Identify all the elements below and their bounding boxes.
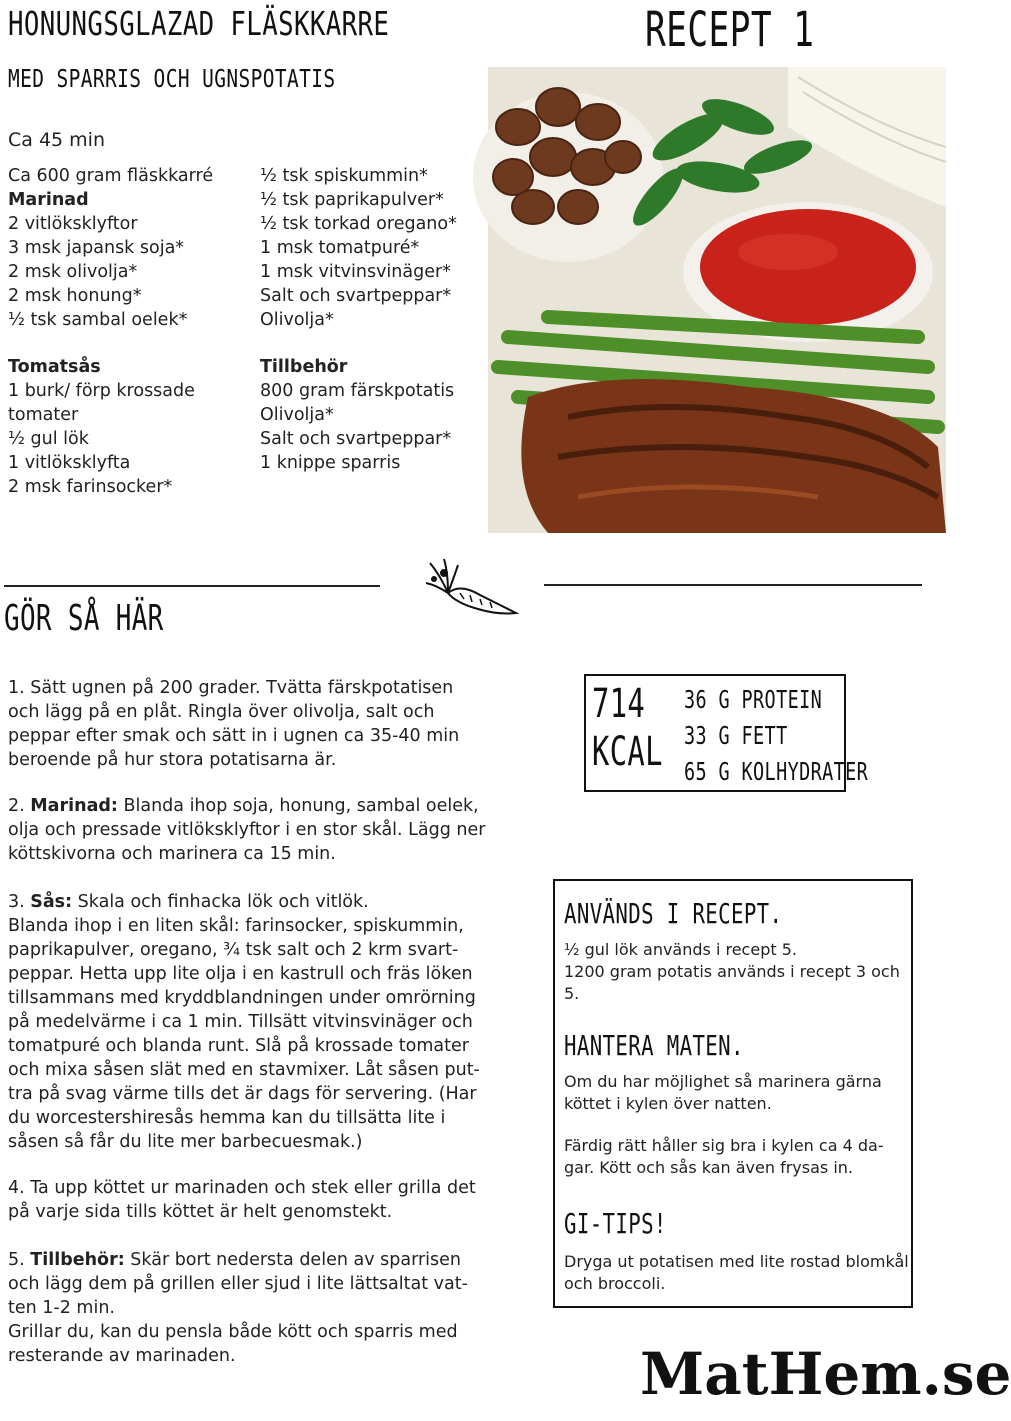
protein-line: 36 G PROTEIN <box>684 685 823 714</box>
carbs-line: 65 G KOLHYDRATER <box>684 757 869 786</box>
info-box <box>553 879 913 1308</box>
macros <box>684 682 868 790</box>
ingredient-line: ½ tsk spiskummin* <box>260 166 428 186</box>
ingredient-line: Olivolja* <box>260 405 334 425</box>
handle-food-heading: HANTERA MATEN. <box>564 1029 744 1062</box>
fat-line: 33 G FETT <box>684 721 788 750</box>
ingredients-column-4 <box>260 355 454 475</box>
ingredient-line: Olivolja* <box>260 310 334 330</box>
gi-tips-text: Dryga ut potatisen med lite rostad blomkål och broccoli. <box>564 1252 909 1293</box>
step-1: 1. Sätt ugnen på 200 grader. Tvätta färskpotatisen och lägg på en plåt. Ringla över olivolja, salt och peppar efter smak och sätt in i ugnen ca 35-40 min beroende på hur stora potatisarna är. <box>8 678 460 770</box>
step-2: 2. Marinad: Blanda ihop soja, honung, sambal oelek, olja och pressade vitlöksklyftor i en stor skål. Lägg ner köttskivorna och marinera ca 15 min. <box>8 796 486 864</box>
kcal-value: 714 KCAL <box>592 681 663 775</box>
ingredients-column-1 <box>8 164 213 332</box>
ingredient-line: 2 msk farinsocker* <box>8 477 173 497</box>
ingredient-line: Ca 600 gram fläskkarré <box>8 166 214 186</box>
ingredient-line: Salt och svartpeppar* <box>260 429 452 449</box>
ingredient-line: 800 gram färskpotatis <box>260 381 455 401</box>
ingredient-line: ½ tsk torkad oregano* <box>260 214 457 234</box>
ingredient-line: 2 vitlöksklyftor <box>8 214 138 234</box>
recipe-number: RECEPT 1 <box>645 2 815 58</box>
divider-left <box>4 585 380 587</box>
step-4: 4. Ta upp köttet ur marinaden och stek eller grilla det på varje sida tills köttet är helt genomstekt. <box>8 1178 476 1222</box>
ingredient-line: 2 msk olivolja* <box>8 262 138 282</box>
ingredient-line: 2 msk honung* <box>8 286 142 306</box>
ingredient-line: Tomatsås <box>8 357 101 377</box>
ingredient-line: 1 burk/ förp krossade <box>8 381 195 401</box>
used-in-heading: ANVÄNDS I RECEPT. <box>564 897 783 930</box>
ingredients-column-3 <box>8 355 195 499</box>
nutrition-box <box>584 674 869 792</box>
kcal-unit: KCAL <box>592 729 663 775</box>
ingredient-line: 1 msk tomatpuré* <box>260 238 420 258</box>
handle-food-text: Om du har möjlighet så marinera gärna köttet i kylen över natten. Färdig rätt håller sig bra i kylen ca 4 da- gar. Kött och sås kan även frysas in. <box>564 1072 884 1177</box>
ingredient-line: 1 vitlöksklyfta <box>8 453 131 473</box>
divider-right <box>544 584 922 586</box>
ingredient-line: Marinad <box>8 190 89 210</box>
step-3: 3. Sås: Skala och finhacka lök och vitlök. Blanda ihop i en liten skål: farinsocker, spiskummin, paprikapulver, oregano, ¾ tsk salt och 2 krm svart-peppar. Hetta upp lite olja i en kastrull och fräs löken tillsammans med kryddblandningen under omrörning på medelvärme i ca 1 min. Tillsätt vitvinsvinäger och tomatpuré och blanda runt. Slå på krossade tomater och mixa såsen slät med en stavmixer. Låt såsen put-tra på svag värme tills det är dags för servering. (Har du worcestershiresås hemma kan du tillsätta lite i såsen så får du lite mer barbecuesmak.) <box>8 892 480 1152</box>
gi-tips-heading: GI-TIPS! <box>564 1207 667 1240</box>
cooking-time: Ca 45 min <box>8 129 105 151</box>
ingredient-line: 1 knippe sparris <box>260 453 401 473</box>
used-in-text: ½ gul lök används i recept 5. 1200 gram potatis används i recept 3 och 5. <box>564 940 900 1003</box>
ingredient-line: ½ tsk sambal oelek* <box>8 310 188 330</box>
ingredient-line: ½ tsk paprikapulver* <box>260 190 444 210</box>
recipe-title: HONUNGSGLAZAD FLÄSKKARRE <box>8 4 390 43</box>
ingredient-line: Tillbehör <box>260 357 348 377</box>
recipe-subtitle: MED SPARRIS OCH UGNSPOTATIS <box>8 64 336 93</box>
dish-photo <box>488 67 946 533</box>
ingredient-line: ½ gul lök <box>8 429 89 449</box>
ingredients-column-2 <box>260 164 457 332</box>
ingredient-line: 3 msk japansk soja* <box>8 238 185 258</box>
mathem-logo: MatHem.se <box>640 1340 1011 1408</box>
ingredient-line: tomater <box>8 405 79 425</box>
howto-heading: GÖR SÅ HÄR <box>4 598 164 639</box>
carrot-icon <box>420 555 520 625</box>
step-5: 5. Tillbehör: Skär bort nedersta delen av sparrisen och lägg dem på grillen eller sjud i lite lättsaltat vat-ten 1-2 min. Grillar du, kan du pensla både kött och sparris med resterande av marinaden. <box>8 1250 468 1366</box>
ingredient-line: 1 msk vitvinsvinäger* <box>260 262 451 282</box>
ingredient-line: Salt och svartpeppar* <box>260 286 452 306</box>
